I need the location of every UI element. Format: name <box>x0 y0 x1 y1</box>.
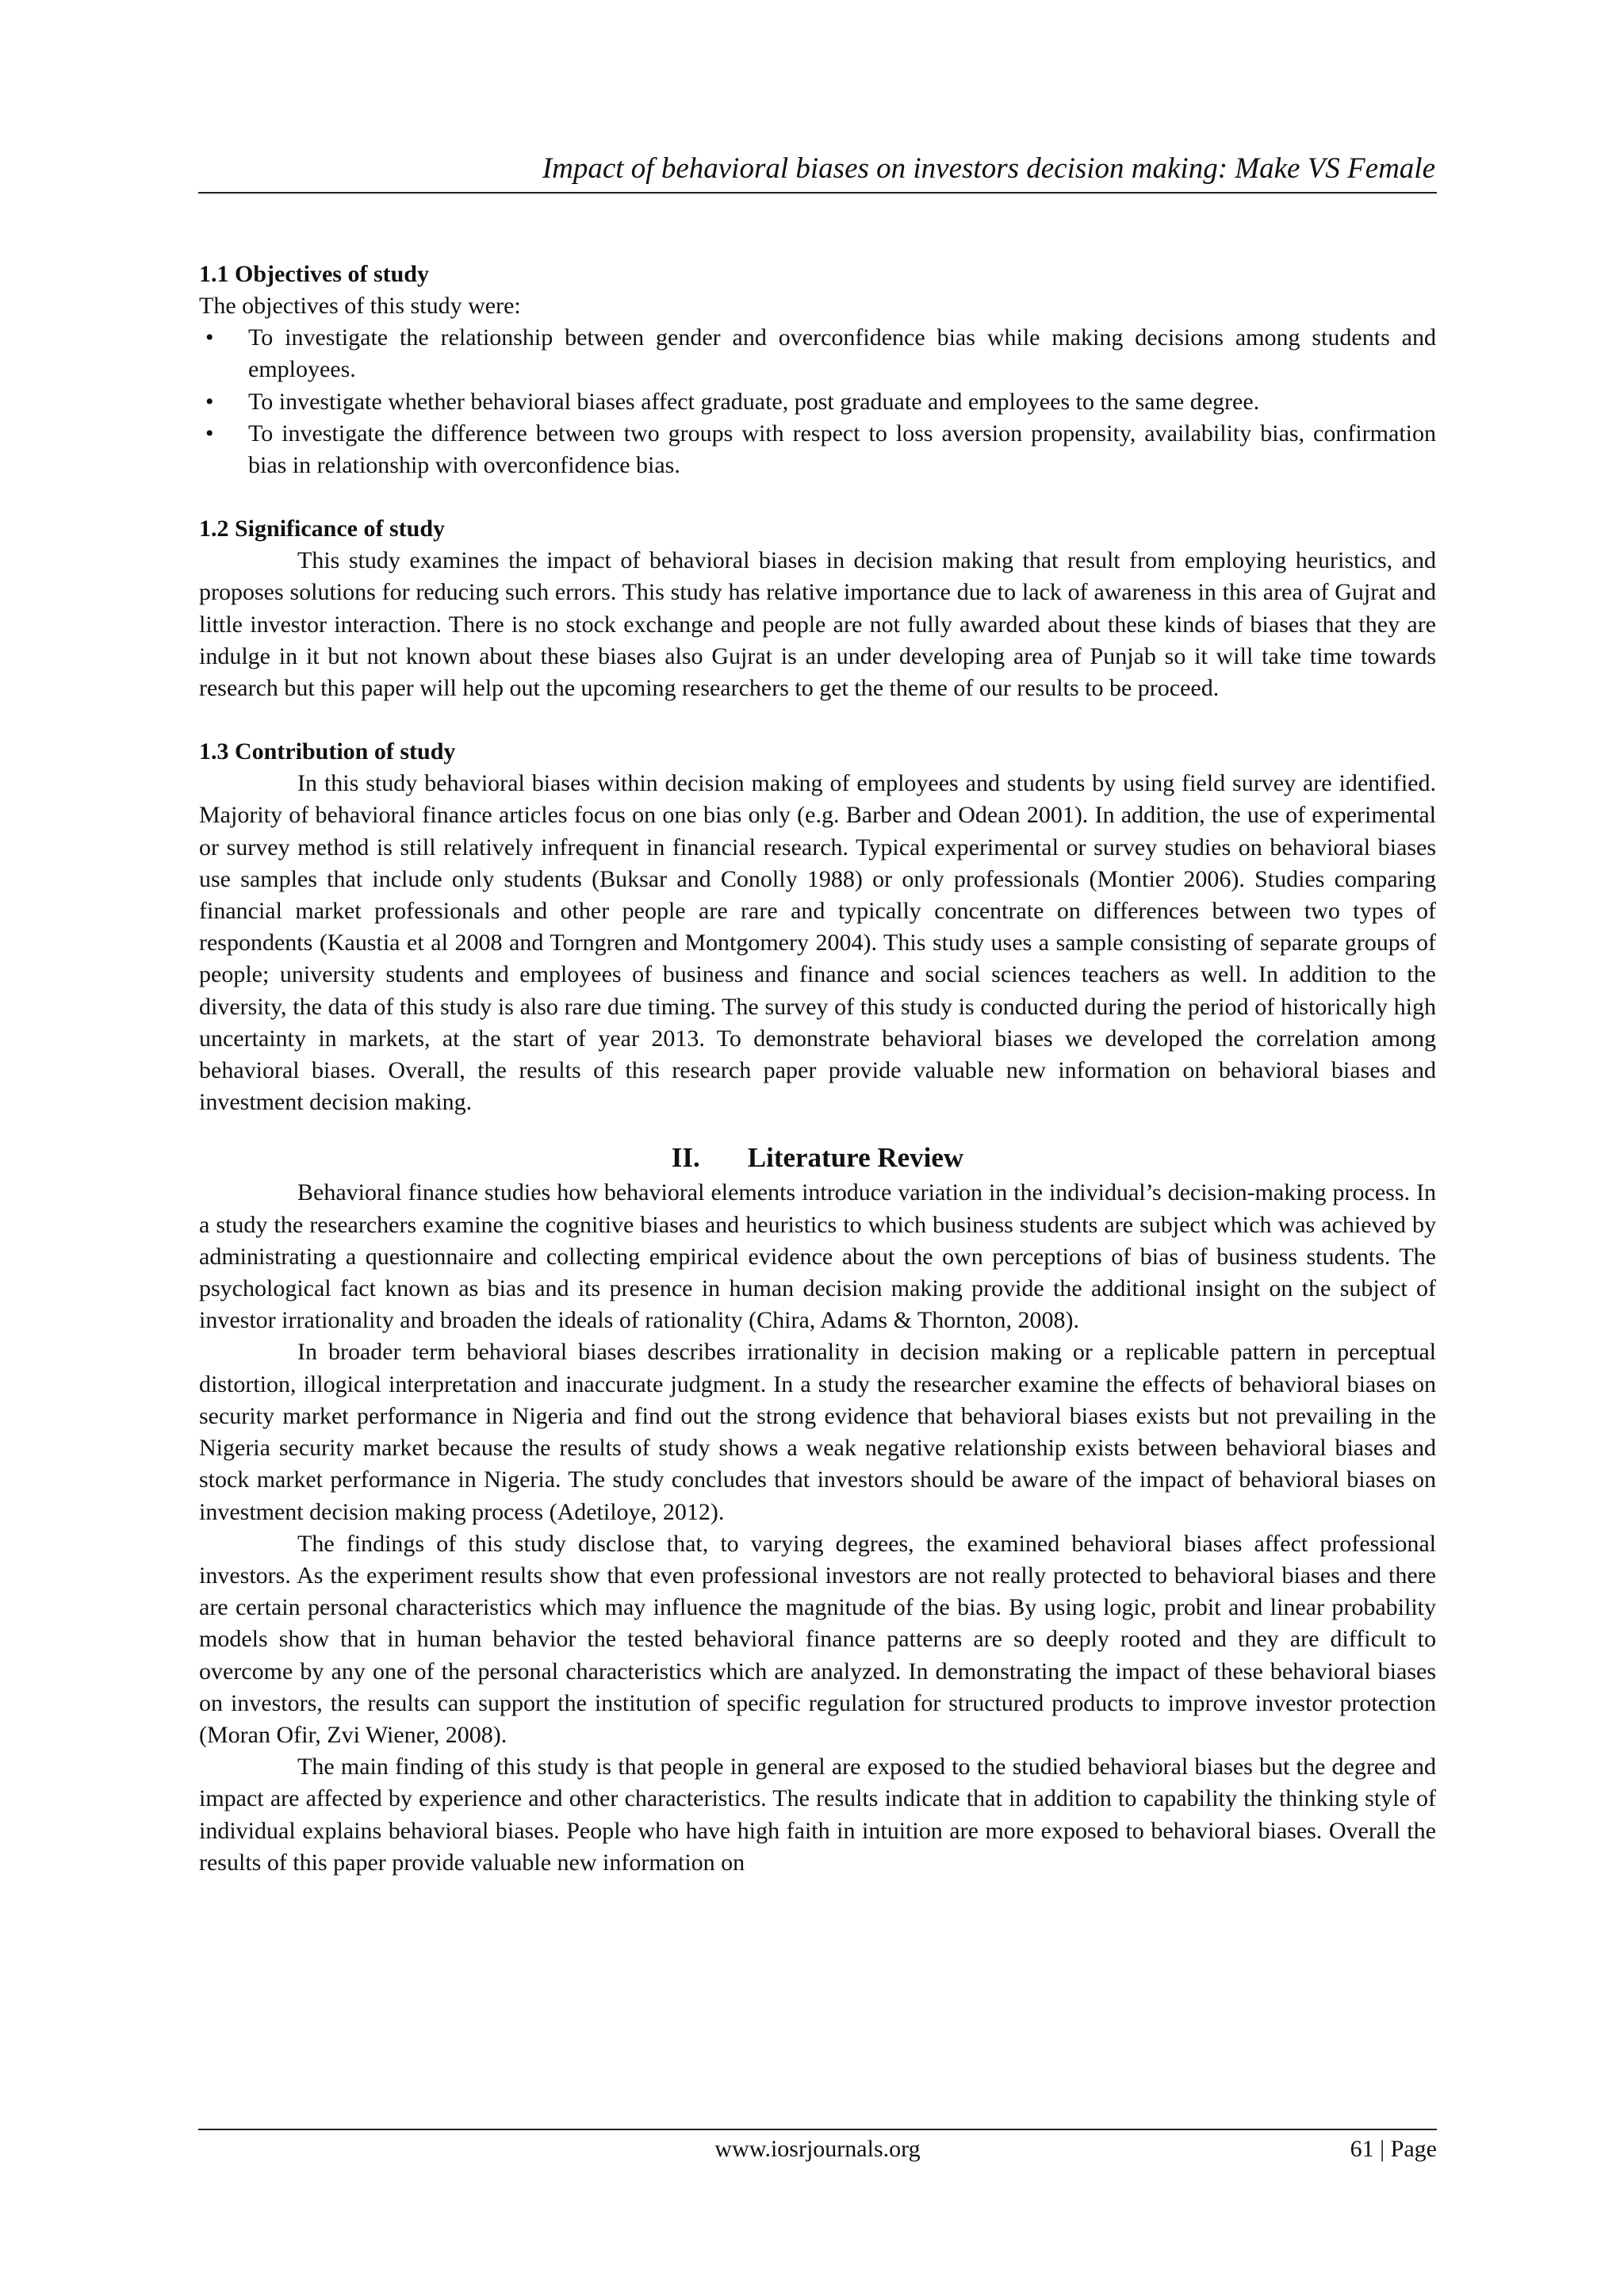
objective-text: To investigate the relationship between gender and overconfidence bias while making decisions among students and employees. <box>248 324 1436 383</box>
literature-section <box>199 1140 1436 1878</box>
objectives-intro: The objectives of this study were: <box>199 293 521 319</box>
literature-paragraph: Behavioral finance studies how behavioral elements introduce variation in the individual’s decision-making process. In a study the researchers examine the cognitive biases and heuristics to which business students are subject which was achieved by administrating a questionnaire and collecting empirical evidence about the own perceptions of bias of business students. The psychological fact known as bias and its presence in human decision making provide the additional insight on the subject of investor irrationality and broaden the ideals of rationality (Chira, Adams & Thornton, 2008). <box>199 1179 1436 1334</box>
section-title: Literature Review <box>747 1142 964 1174</box>
bullet-icon: • <box>205 420 214 447</box>
literature-paragraph: The findings of this study disclose that, to varying degrees, the examined behavioral biases affect professional investors. As the experiment results show that even professional investors are not really protected to behavioral biases and there are certain personal characteristics which may influence the magnitude of the bias. By using logic, probit and linear probability models show that in human behavior the tested behavioral finance patterns are so deeply rooted and they are difficult to overcome by any one of the personal characteristics which are analyzed. In demonstrating the impact of these behavioral biases on investors, the results can support the institution of specific regulation for structured products to improve investor protection (Moran Ofir, Zvi Wiener, 2008). <box>199 1530 1436 1748</box>
significance-heading: 1.2 Significance of study <box>199 516 446 542</box>
objectives-list <box>199 322 1436 481</box>
literature-heading <box>199 1140 1436 1175</box>
significance-section <box>199 513 1436 704</box>
footer-rule <box>198 2129 1437 2130</box>
page-footer <box>198 2133 1437 2168</box>
literature-paragraph: The main finding of this study is that people in general are exposed to the studied behavioral biases but the degree and impact are affected by experience and other characteristics. The results indicate that in addition to capability the thinking style of individual explains behavioral biases. People who have high faith in intuition are more exposed to behavioral biases. Overall the results of this paper provide valuable new information on <box>199 1754 1436 1876</box>
significance-paragraph: This study examines the impact of behavioral biases in decision making that result from employing heuristics, and proposes solutions for reducing such errors. This study has relative importance due to lack of awareness in this area of Gujrat and little investor interaction. There is no stock exchange and people are not fully awarded about these kinds of biases that they are indulge in it but not known about these biases also Gujrat is an under developing area of Punjab so it will take time towards research but this paper will help out the upcoming researchers to get the theme of our results to be proceed. <box>199 547 1436 702</box>
section-number: II. <box>671 1142 700 1174</box>
objectives-heading: 1.1 Objectives of study <box>199 261 429 287</box>
bullet-icon: • <box>205 324 214 351</box>
objective-item <box>199 418 1436 481</box>
section-gap <box>199 481 1436 513</box>
objective-item <box>199 386 1436 418</box>
contribution-heading: 1.3 Contribution of study <box>199 738 456 765</box>
bullet-icon: • <box>205 388 214 415</box>
objective-item <box>199 322 1436 385</box>
objectives-section <box>199 259 1436 481</box>
section-gap <box>199 704 1436 736</box>
objective-text: To investigate the difference between two groups with respect to loss aversion propensity, availability bias, confirmation bias in relationship with overconfidence bias. <box>248 420 1436 479</box>
objective-text: To investigate whether behavioral biases affect graduate, post graduate and employees to the same degree. <box>248 388 1260 415</box>
page-number: 61 | Page <box>1350 2136 1437 2162</box>
running-header: Impact of behavioral biases on investors decision making: Make VS Female <box>542 152 1435 185</box>
literature-paragraph: In broader term behavioral biases describes irrationality in decision making or a replicable pattern in perceptual distortion, illogical interpretation and inaccurate judgment. In a study the researcher examine the effects of behavioral biases on security market performance in Nigeria and find out the strong evidence that behavioral biases exists but not prevailing in the Nigeria security market because the results of study shows a weak negative relationship exists between behavioral biases and stock market performance in Nigeria. The study concludes that investors should be aware of the impact of behavioral biases on investment decision making process (Adetiloye, 2012). <box>199 1339 1436 1525</box>
page-content <box>199 259 1436 1879</box>
header-rule <box>198 192 1437 194</box>
contribution-section <box>199 736 1436 1118</box>
journal-website: www.iosrjournals.org <box>714 2136 921 2162</box>
contribution-paragraph: In this study behavioral biases within decision making of employees and students by using field survey are identified. Majority of behavioral finance articles focus on one bias only (e.g. Barber and Odean 2001). In addition, the use of experimental or survey method is still relatively infrequent in financial research. Typical experimental or survey studies on behavioral biases use samples that include only students (Buksar and Conolly 1988) or only professionals (Montier 2006). Studies comparing financial market professionals and other people are rare and typically concentrate on differences between two types of respondents (Kaustia et al 2008 and Torngren and Montgomery 2004). This study uses a sample consisting of separate groups of people; university students and employees of business and finance and social sciences teachers as well. In addition to the diversity, the data of this study is also rare due timing. The survey of this study is conducted during the period of historically high uncertainty in markets, at the start of year 2013. To demonstrate behavioral biases we developed the correlation among behavioral biases. Overall, the results of this research paper provide valuable new information on behavioral biases and investment decision making. <box>199 770 1436 1116</box>
